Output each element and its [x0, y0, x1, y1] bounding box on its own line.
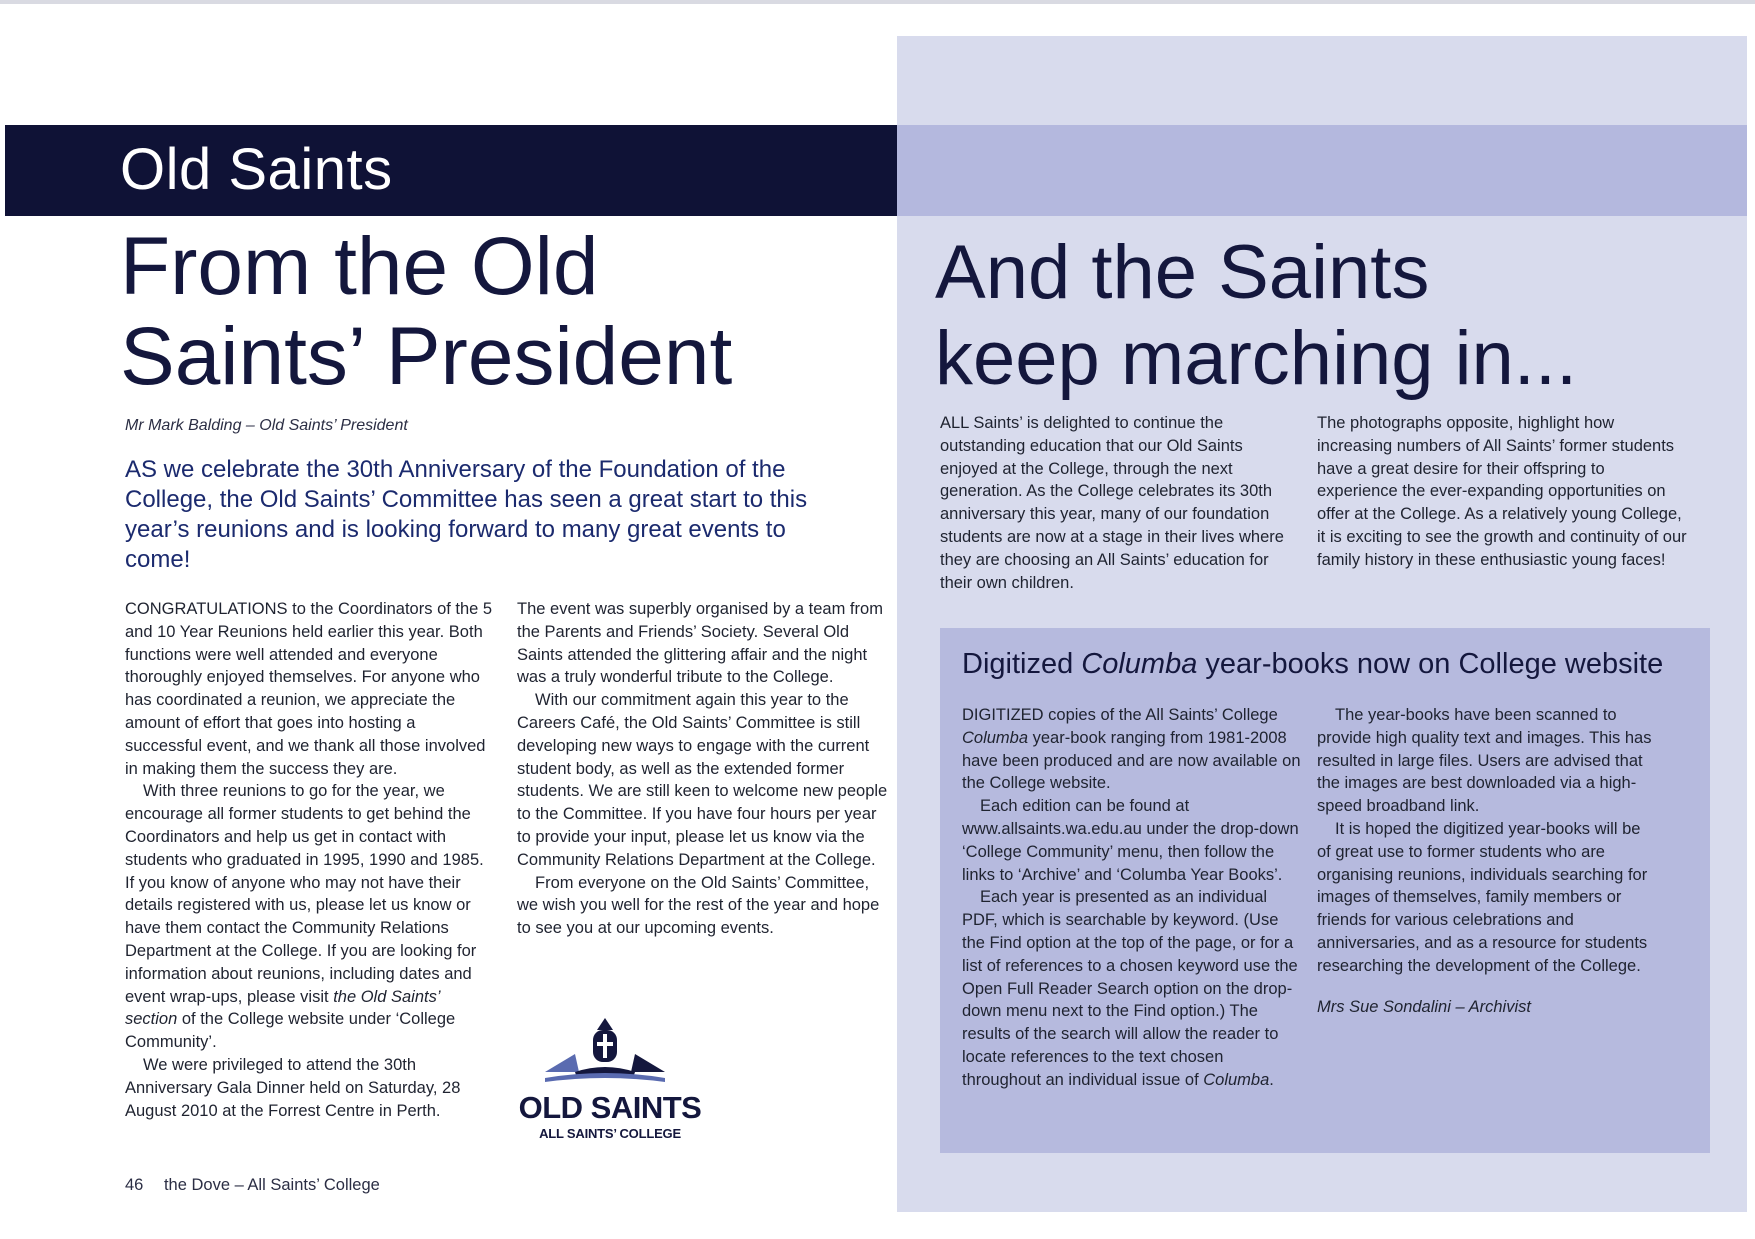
right-header-bar: [897, 125, 1747, 216]
page-footer: [125, 1176, 380, 1195]
publication-name: the Dove – All Saints’ College: [163, 1176, 380, 1194]
right-column-2: [1317, 412, 1687, 572]
text-run: Each year is presented as an individual PDF, which is searchable by keyword. (Use the Find option at the top of the page, or for a list of references to a chosen keyword use the Open Full Reader Search option on the drop-down menu next to the Find option.) The results of the search will allow the reader to locate references to the text chosen throughout an individual issue of: [962, 888, 1298, 1089]
paragraph: The event was superbly organised by a team from the Parents and Friends’ Society. Several Old Saints attended the glittering affair and the night was a truly wonderful tribute to the College.: [517, 600, 883, 687]
left-column-2: [517, 598, 889, 940]
text-run: .: [1269, 1070, 1274, 1089]
right-page-edge: [1747, 36, 1755, 1212]
box-column-1: [962, 704, 1302, 1092]
paragraph: ALL Saints’ is delighted to continue the outstanding education that our Old Saints enjoyed at the College, through the next generation. As the College celebrates its 30th anniversary this year, many of our foundation students are now at a stage in their lives where they are choosing an All Saints’ education for their own children.: [940, 414, 1284, 592]
article-intro: AS we celebrate the 30th Anniversary of the Foundation of the College, the Old Saints’ Committee has seen a great start to this year’s reunions and is looking forward to many great events to come!: [125, 456, 808, 573]
article-headline-right: [935, 230, 1715, 402]
box-column-2: [1317, 704, 1657, 1018]
paragraph: From everyone on the Old Saints’ Committee, we wish you well for the rest of the year and hope to see you at our upcoming events.: [517, 873, 880, 938]
text-run: year-books now on College website: [1197, 648, 1664, 680]
paragraph: It is hoped the digitized year-books will be of great use to former students who are organising reunions, individuals searching for images of themselves, family members or friends for various celebrations and anniversaries, and as a resource for students researching the development of the College.: [1317, 819, 1648, 975]
columba-title: Columba: [962, 728, 1029, 747]
left-column-1: [125, 598, 495, 1122]
archivist-signature: Mrs Sue Sondalini – Archivist: [1317, 997, 1531, 1016]
paragraph: [125, 780, 495, 1054]
headline-left-line2: Saints’ President: [120, 311, 733, 402]
logo-wordmark: OLD SAINTS: [518, 1090, 702, 1125]
paragraph: We were privileged to attend the 30th Anniversary Gala Dinner held on Saturday, 28 August 2010 at the Forrest Centre in Perth.: [125, 1055, 461, 1120]
headline-right-line2: keep marching in...: [935, 316, 1578, 401]
text-run: Digitized: [962, 648, 1082, 680]
right-column-1: [940, 412, 1300, 594]
paragraph: The photographs opposite, highlight how increasing numbers of All Saints’ former students have a great desire for their offspring to experience the ever-expanding opportunities on offer at the College. As a relatively young College, it is exciting to see the growth and continuity of our family history in these enthusiastic young faces!: [1317, 414, 1687, 569]
paragraph: Each edition can be found at www.allsaints.wa.edu.au under the drop-down ‘College Community’ menu, then follow the links to ‘Archive’ and ‘Columba Year Books’.: [962, 797, 1299, 884]
box-title: [962, 648, 1663, 681]
paragraph: [962, 886, 1302, 1091]
section-title: Old Saints: [120, 137, 393, 202]
paragraph: CONGRATULATIONS to the Coordinators of the 5 and 10 Year Reunions held earlier this year. Both functions were well attended and everyone thoroughly enjoyed themselves. For anyone who has coordinated a reunion, we appreciate the amount of effort that goes into hosting a successful event, and we thank all those involved in making them the success they are.: [125, 600, 493, 778]
columba-title: Columba: [1081, 648, 1198, 680]
article-headline-left: [120, 222, 820, 402]
byline: Mr Mark Balding – Old Saints’ President: [125, 417, 408, 434]
paragraph: The year-books have been scanned to provide high quality text and images. This has resulted in large files. Users are advised that the images are best downloaded via a high-speed broadband link.: [1317, 706, 1652, 816]
text-run: year-book ranging from 1981-2008 have been produced and are now available on the College website.: [962, 728, 1301, 793]
headline-right-line1: And the Saints: [935, 230, 1430, 315]
paragraph: [962, 704, 1302, 795]
headline-left-line1: From the Old: [120, 221, 599, 312]
text-run: With three reunions to go for the year, we encourage all former students to get behind the Coordinators and help us get in contact with students who graduated in 1995, 1990 and 1985. If you know of anyone who may not have their details registered with us, please let us know or have them contact the Community Relations Department at the College. If you are looking for information about reunions, including dates and event wrap-ups, please visit: [125, 782, 484, 1006]
columba-title: Columba: [1203, 1070, 1270, 1089]
top-edge: [0, 0, 1755, 4]
logo-subtitle: ALL SAINTS’ COLLEGE: [539, 1126, 681, 1141]
text-run: DIGITIZED copies of the All Saints’ College: [962, 706, 1278, 724]
text-run: of the College website under ‘College Community’.: [125, 1010, 456, 1052]
website-section-name: the Old Saints’ section: [125, 987, 440, 1029]
page-number: 46: [125, 1176, 144, 1194]
paragraph: With our commitment again this year to the Careers Café, the Old Saints’ Committee is still developing new ways to engage with the current student body, as well as the extended former students. We are still keen to welcome new people to the Committee. If you have four hours per year to provide your input, please let us know via the Community Relations Department at the College.: [517, 691, 888, 869]
